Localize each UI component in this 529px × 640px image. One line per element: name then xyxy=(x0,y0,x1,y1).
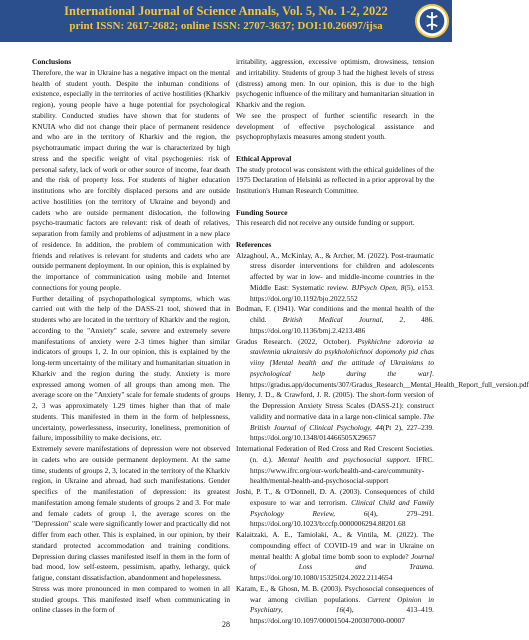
journal-issn-line: print ISSN: 2617-2682; online ISSN: 2707-3637; DOI:10.26697/ijsa xyxy=(69,20,383,32)
conclusions-paragraph-2: Further detailing of psychopathological symptoms, which was carried out with the help of the DASS-21 tool, showed that in students who are located in the territory of Kharkiv and the region, according to the "Anxiety" scale, severe and extremely severe manifestations of anxiety were 2-3 times higher than similar indicators of groups 1, 2. In our opinion, this is explained by the long-term uncertainty of the military and humanitarian situation in Kharkiv and the region during the study. Anxiety is more expressed among women of all groups than among men. The average score on the "Anxiety" scale for female students of groups 2, 3 was approximately 1.29 times higher than that of male students. This manifested in them in the form of helplessness, uncertainty, powerlessness, insecurity, loneliness, premonition of failure, impossibility to make decisions, etc. xyxy=(32,293,230,443)
right-column xyxy=(236,57,529,627)
reference-entry: Kalaitzaki, A. E., Tamiolaki, A., & Vintila, M. (2022). The compounding effect of COVID-19 and war in Ukraine on mental health: A global time bomb soon to explode? Journal of Loss and Trauma. https://doi.org/10.1080/15325024.2022.2114654 xyxy=(236,530,434,582)
funding-text: This research did not receive any outside funding or support. xyxy=(236,218,415,228)
reference-entry: International Federation of Red Cross and Red Crescent Societies. (n. d.). Mental health and psychosocial support. IFRC. https://www.ifrc.org/our-work/health-and-care/community-health/mental-health-and-psychosocial-support xyxy=(236,444,434,486)
conclusions-prospect: We see the prospect of further scientific research in the development of effective psychological assistance and psychoprophylaxis measures among student youth. xyxy=(236,110,434,142)
left-column xyxy=(32,57,230,616)
conclusions-paragraph-3: Extremely severe manifestations of depression were not observed in cadets who are outside permanent deployment. At the same time, students of groups 2, 3, located in the territory of the Kharkiv region, in Ukraine and abroad, had such manifestations. Gender specifics of the manifestation of depression: its greatest manifestation among female students of groups 2 and 3. For male and female cadets of group 1, the average scores on the "Depression" scale were significantly lower and practically did not differ from each other. This is explained, in our opinion, by their standard protected accommodation and training conditions. Depression during classes manifested itself in them in the form of bad mood, low self-esteem, pessimism, apathy, lethargy, quick fatigue, constant dissatisfaction, abandonment and hopelessness. xyxy=(32,444,230,582)
funding-heading: Funding Source xyxy=(236,207,288,217)
ethical-approval-heading: Ethical Approval xyxy=(236,153,292,163)
conclusions-continued: irritability, aggression, excessive optimism, drowsiness, tension and irritability. Students of group 3 had the highest levels of stress (distress) among men. In our opinion, this is due to the high psychogenic influence of the military and humanitarian situation in Kharkiv and the region. xyxy=(236,57,434,109)
reference-entry: Alzaghoul, A., McKinlay, A., & Archer, M. (2022). Post-traumatic stress disorder interventions for children and adolescents affected by war in low- and middle-income countries in the Middle East: Systematic review. BJPsych Open, 8(5), e153. https://doi.org/10.1192/bjo.2022.552 xyxy=(236,250,434,303)
journal-title-line: International Journal of Science Annals, Vol. 5, No. 1-2, 2022 xyxy=(64,4,388,18)
ethical-approval-text: The study protocol was consistent with the ethical guidelines of the 1975 Declaration of Helsinki as reflected in a prior approval by the Institution's Human Research Committee. xyxy=(236,164,434,195)
reference-list xyxy=(236,250,529,627)
page-number: 28 xyxy=(222,620,230,629)
reference-entry: Bodman, F. (1941). War conditions and the mental health of the child. British Medical Journal, 2, 486. https://doi.org/10.1136/bmj.2.4213.486 xyxy=(236,304,434,335)
reference-entry: Henry, J. D., & Crawford, J. R. (2005). The short-form version of the Depression Anxiety Stress Scales (DASS-21): construct validity and normative data in a large non-clinical sample. The British Journal of Clinical Psychology, 44(Pt 2), 227–239. https://doi.org/10.1348/014466505X29657 xyxy=(236,390,434,443)
reference-entry: Gradus Research. (2022, October). Psykhichne zdorovia ta stavlennia ukraintsiv do psykholohichnoi dopomohy pid chas viiny [Mental health and the attitude of Ukrainians to psychological help during the war]. https://gradus.app/documents/307/Gradus_Research__Mental_Health_Report_full_version.pdf xyxy=(236,336,529,389)
journal-logo-icon xyxy=(415,4,449,38)
conclusions-paragraph-1: Therefore, the war in Ukraine has a negative impact on the mental health of student youth. Despite the inhuman conditions of existence, especially in the territories of active hostilities (Kharkiv region), young people have a huge potential for psychological stability. Conducted studies have shown that for students of KNUIA who did not change their place of permanent residence and who are in the territory of Kharkiv and the region, the psychotraumatic impact during the war is characterized by high stress and the specific weight of vital psychogenies: risk of personal safety, lack of work or other source of income, fear death and the risk of property loss. For students of higher education institutions who are forcibly displaced persons and are outside active hostilities (on the territory of Ukraine and beyond) and cadets who are outside permanent dislocation, the following psycho-traumatic factors are relevant: risk of death of relatives, separation from family and problems of adjustment in a new place of residence. In addition, the problem of communication with friends and relatives is relevant for students and cadets who are outside permanent deployment. In our opinion, this is explained by the importance of communication using mobile and Internet connections for young people. xyxy=(32,67,230,292)
conclusions-paragraph-4: Stress was more pronounced in men compared to women in all studied groups. This manifested itself when communicating in online classes in the form of xyxy=(32,583,230,615)
reference-entry: Joshi, P. T., & O'Donnell, D. A. (2003). Consequences of child exposure to war and terrorism. Clinical Child and Family Psychology Review, 6(4), 279–291. https://doi.org/10.1023/b:ccfp.0000006294.88201.68 xyxy=(236,487,434,529)
conclusions-heading: Conclusions xyxy=(32,57,72,66)
reference-entry: Karam, E., & Ghosn, M. B. (2003). Psychosocial consequences of war among civilian populations. Current Opinion in Psychiatry, 16(4), 413–419. https://doi.org/10.1097/00001504-200307000-00007 xyxy=(236,583,435,625)
references-heading: References xyxy=(236,239,272,249)
journal-header xyxy=(0,0,452,42)
